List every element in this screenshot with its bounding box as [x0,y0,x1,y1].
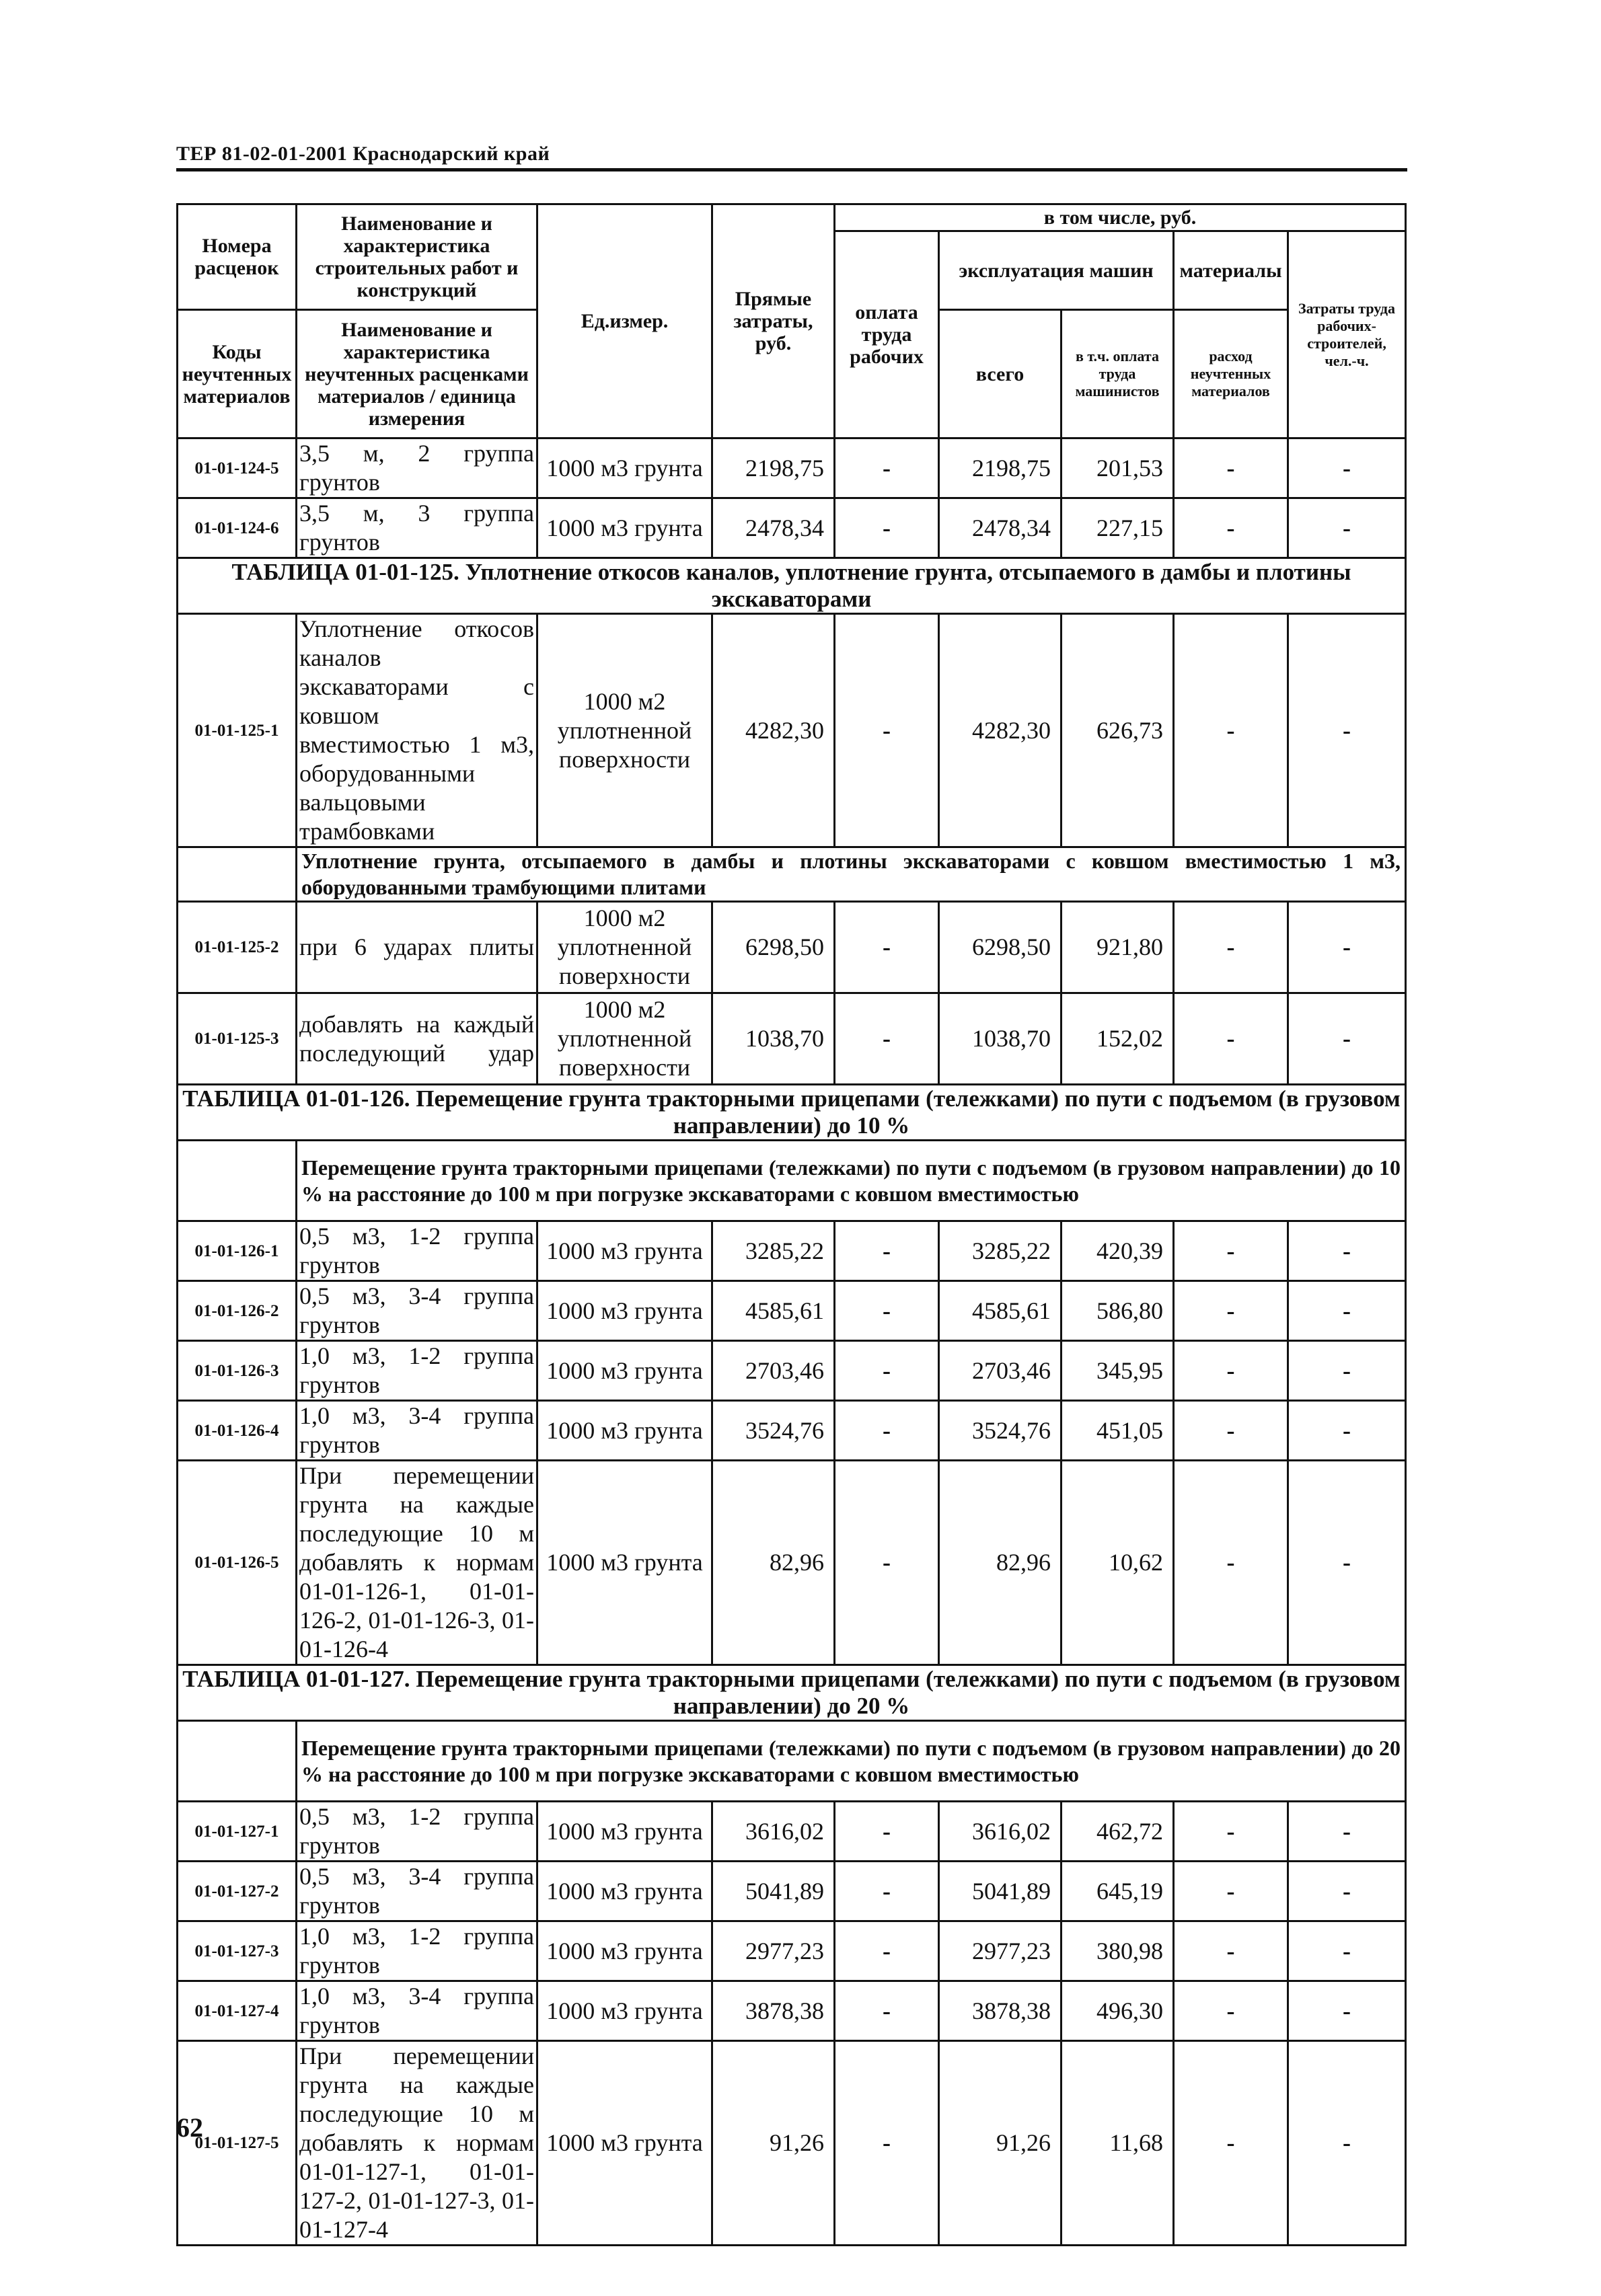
work-name: При перемещении грунта на каждые последующие 10 м добавлять к нормам 01-01-126-1, 01-01-126-2, 01-01-126-3, 01-01-126-4 [297,1461,537,1665]
labor-pay: - [835,1802,939,1862]
labor-cost: - [1288,902,1406,993]
rate-code: 01-01-126-1 [178,1221,297,1281]
header-direct-costs: Прямые затраты, руб. [712,204,835,438]
labor-cost: - [1288,1401,1406,1461]
machines-pay: 152,02 [1062,993,1174,1085]
page-number: 62 [176,2112,203,2143]
table-caption-row [178,1665,1406,1721]
table-row [178,438,1406,498]
labor-pay: - [835,1281,939,1341]
unit: 1000 м3 грунта [537,1341,712,1401]
table-caption: ТАБЛИЦА 01-01-125. Уплотнение откосов каналов, уплотнение грунта, отсыпаемого в дамбы и плотины экскаваторами [178,558,1406,614]
direct-costs: 4585,61 [712,1281,835,1341]
unit: 1000 м3 грунта [537,438,712,498]
table-row [178,902,1406,993]
header-labor-cost: Затраты труда рабочих-строителей, чел.-ч. [1288,231,1406,438]
labor-pay: - [835,1862,939,1921]
direct-costs: 1038,70 [712,993,835,1085]
materials: - [1174,993,1288,1085]
group-row [178,1141,1406,1221]
labor-cost: - [1288,2041,1406,2246]
direct-costs: 3524,76 [712,1401,835,1461]
work-name: 0,5 м3, 3-4 группа грунтов [297,1862,537,1921]
header-rule [176,168,1407,171]
machines-total: 82,96 [939,1461,1062,1665]
rate-code: 01-01-127-4 [178,1981,297,2041]
materials: - [1174,1281,1288,1341]
machines-pay: 380,98 [1062,1921,1174,1981]
materials: - [1174,1221,1288,1281]
direct-costs: 6298,50 [712,902,835,993]
table-row [178,1221,1406,1281]
labor-cost: - [1288,1802,1406,1862]
unit: 1000 м3 грунта [537,1281,712,1341]
labor-cost: - [1288,614,1406,847]
direct-costs: 2977,23 [712,1921,835,1981]
labor-cost: - [1288,1281,1406,1341]
machines-total: 3616,02 [939,1802,1062,1862]
machines-total: 4282,30 [939,614,1062,847]
materials: - [1174,438,1288,498]
unit: 1000 м3 грунта [537,1981,712,2041]
header-machines-total: всего [939,310,1062,438]
labor-cost: - [1288,1221,1406,1281]
header-name-top: Наименование и характеристика строительных работ и конструкций [297,204,537,310]
work-name: 3,5 м, 2 группа грунтов [297,438,537,498]
labor-pay: - [835,438,939,498]
rate-code: 01-01-124-5 [178,438,297,498]
rate-code: 01-01-127-2 [178,1862,297,1921]
rate-code: 01-01-126-2 [178,1281,297,1341]
group-code-cell [178,847,297,902]
machines-total: 2478,34 [939,498,1062,558]
machines-total: 91,26 [939,2041,1062,2246]
rate-code: 01-01-126-4 [178,1401,297,1461]
direct-costs: 2478,34 [712,498,835,558]
work-name: 0,5 м3, 1-2 группа грунтов [297,1802,537,1862]
work-name: 1,0 м3, 1-2 группа грунтов [297,1341,537,1401]
machines-pay: 921,80 [1062,902,1174,993]
machines-total: 5041,89 [939,1862,1062,1921]
direct-costs: 2703,46 [712,1341,835,1401]
labor-pay: - [835,1461,939,1665]
header-code-bottom: Коды неучтенных материалов [178,310,297,438]
machines-pay: 201,53 [1062,438,1174,498]
direct-costs: 3616,02 [712,1802,835,1862]
rate-code: 01-01-125-1 [178,614,297,847]
machines-pay: 420,39 [1062,1221,1174,1281]
machines-total: 3524,76 [939,1401,1062,1461]
table-row [178,498,1406,558]
machines-pay: 451,05 [1062,1401,1174,1461]
group-row [178,1721,1406,1802]
table-caption-row [178,558,1406,614]
header-unit: Ед.измер. [537,204,712,438]
labor-pay: - [835,1341,939,1401]
group-title: Перемещение грунта тракторными прицепами (тележками) по пути с подъемом (в грузовом направлении) до 10 % на расстояние до 100 м при погрузке экскаваторами с ковшом вместимостью [297,1141,1406,1221]
materials: - [1174,1802,1288,1862]
machines-total: 2977,23 [939,1921,1062,1981]
rate-code: 01-01-127-1 [178,1802,297,1862]
labor-cost: - [1288,498,1406,558]
labor-cost: - [1288,438,1406,498]
direct-costs: 82,96 [712,1461,835,1665]
labor-pay: - [835,1981,939,2041]
group-row [178,847,1406,902]
labor-cost: - [1288,1341,1406,1401]
header-code-top: Номера расценок [178,204,297,310]
group-title: Перемещение грунта тракторными прицепами (тележками) по пути с подъемом (в грузовом направлении) до 20 % на расстояние до 100 м при погрузке экскаваторами с ковшом вместимостью [297,1721,1406,1802]
table-row [178,1862,1406,1921]
unit: 1000 м3 грунта [537,1221,712,1281]
unit: 1000 м3 грунта [537,1401,712,1461]
labor-pay: - [835,614,939,847]
machines-total: 1038,70 [939,993,1062,1085]
machines-total: 3285,22 [939,1221,1062,1281]
direct-costs: 2198,75 [712,438,835,498]
table-row [178,1981,1406,2041]
direct-costs: 5041,89 [712,1862,835,1921]
rate-code: 01-01-126-3 [178,1341,297,1401]
machines-pay: 462,72 [1062,1802,1174,1862]
unit: 1000 м2 уплотненной поверхности [537,614,712,847]
direct-costs: 4282,30 [712,614,835,847]
group-code-cell [178,1141,297,1221]
direct-costs: 3285,22 [712,1221,835,1281]
unit: 1000 м3 грунта [537,2041,712,2246]
table-caption: ТАБЛИЦА 01-01-127. Перемещение грунта тракторными прицепами (тележками) по пути с подъемом (в грузовом направлении) до 20 % [178,1665,1406,1721]
rate-code: 01-01-127-3 [178,1921,297,1981]
header-materials: материалы [1174,231,1288,310]
page-header: ТЕР 81-02-01-2001 Краснодарский край [176,143,550,165]
work-name: 1,0 м3, 3-4 группа грунтов [297,1401,537,1461]
header-materials-sub: расход неучтенных материалов [1174,310,1288,438]
labor-pay: - [835,1401,939,1461]
labor-pay: - [835,1921,939,1981]
machines-pay: 645,19 [1062,1862,1174,1921]
rate-code: 01-01-126-5 [178,1461,297,1665]
table-row [178,2041,1406,2246]
machines-pay: 227,15 [1062,498,1174,558]
table-caption: ТАБЛИЦА 01-01-126. Перемещение грунта тракторными прицепами (тележками) по пути с подъемом (в грузовом направлении) до 10 % [178,1085,1406,1141]
work-name: 0,5 м3, 1-2 группа грунтов [297,1221,537,1281]
table-row [178,1401,1406,1461]
unit: 1000 м3 грунта [537,1802,712,1862]
machines-pay: 11,68 [1062,2041,1174,2246]
rate-code: 01-01-125-3 [178,993,297,1085]
table-row [178,993,1406,1085]
work-name: 1,0 м3, 3-4 группа грунтов [297,1981,537,2041]
table-row [178,1281,1406,1341]
work-name: 0,5 м3, 3-4 группа грунтов [297,1281,537,1341]
table-caption-row [178,1085,1406,1141]
machines-total: 6298,50 [939,902,1062,993]
labor-pay: - [835,498,939,558]
header-including: в том числе, руб. [835,204,1406,231]
labor-cost: - [1288,993,1406,1085]
materials: - [1174,1921,1288,1981]
labor-cost: - [1288,1921,1406,1981]
machines-total: 4585,61 [939,1281,1062,1341]
table-row [178,1921,1406,1981]
materials: - [1174,1401,1288,1461]
table-row [178,1341,1406,1401]
work-name: 1,0 м3, 1-2 группа грунтов [297,1921,537,1981]
rate-code: 01-01-127-5 [178,2041,297,2246]
machines-pay: 10,62 [1062,1461,1174,1665]
machines-total: 2703,46 [939,1341,1062,1401]
unit: 1000 м3 грунта [537,498,712,558]
rate-code: 01-01-124-6 [178,498,297,558]
labor-cost: - [1288,1461,1406,1665]
unit: 1000 м2 уплотненной поверхности [537,902,712,993]
work-name: Уплотнение откосов каналов экскаваторами с ковшом вместимостью 1 м3, оборудованными вальцовыми трамбовками [297,614,537,847]
labor-pay: - [835,902,939,993]
unit: 1000 м2 уплотненной поверхности [537,993,712,1085]
materials: - [1174,1461,1288,1665]
materials: - [1174,902,1288,993]
machines-pay: 626,73 [1062,614,1174,847]
rates-table [176,203,1407,2246]
machines-pay: 496,30 [1062,1981,1174,2041]
materials: - [1174,614,1288,847]
table-row [178,1802,1406,1862]
unit: 1000 м3 грунта [537,1921,712,1981]
materials: - [1174,2041,1288,2246]
machines-total: 2198,75 [939,438,1062,498]
group-code-cell [178,1721,297,1802]
direct-costs: 91,26 [712,2041,835,2246]
direct-costs: 3878,38 [712,1981,835,2041]
table-row [178,614,1406,847]
rate-code: 01-01-125-2 [178,902,297,993]
labor-cost: - [1288,1862,1406,1921]
unit: 1000 м3 грунта [537,1862,712,1921]
group-title: Уплотнение грунта, отсыпаемого в дамбы и плотины экскаваторами с ковшом вместимостью 1 м3, оборудованными трамбующими плитами [297,847,1406,902]
materials: - [1174,1981,1288,2041]
labor-pay: - [835,1221,939,1281]
table-row [178,1461,1406,1665]
labor-pay: - [835,2041,939,2246]
work-name: добавлять на каждый последующий удар [297,993,537,1085]
header-machines-pay: в т.ч. оплата труда машинистов [1062,310,1174,438]
header-labor-pay: оплата труда рабочих [835,231,939,438]
header-machines: эксплуатация машин [939,231,1174,310]
work-name: 3,5 м, 3 группа грунтов [297,498,537,558]
machines-pay: 345,95 [1062,1341,1174,1401]
work-name: При перемещении грунта на каждые последующие 10 м добавлять к нормам 01-01-127-1, 01-01-127-2, 01-01-127-3, 01-01-127-4 [297,2041,537,2246]
machines-pay: 586,80 [1062,1281,1174,1341]
labor-pay: - [835,993,939,1085]
machines-total: 3878,38 [939,1981,1062,2041]
materials: - [1174,1341,1288,1401]
labor-cost: - [1288,1981,1406,2041]
unit: 1000 м3 грунта [537,1461,712,1665]
header-name-bottom: Наименование и характеристика неучтенных расценками материалов / единица измерения [297,310,537,438]
table-body [178,204,1406,2246]
materials: - [1174,1862,1288,1921]
materials: - [1174,498,1288,558]
work-name: при 6 ударах плиты [297,902,537,993]
